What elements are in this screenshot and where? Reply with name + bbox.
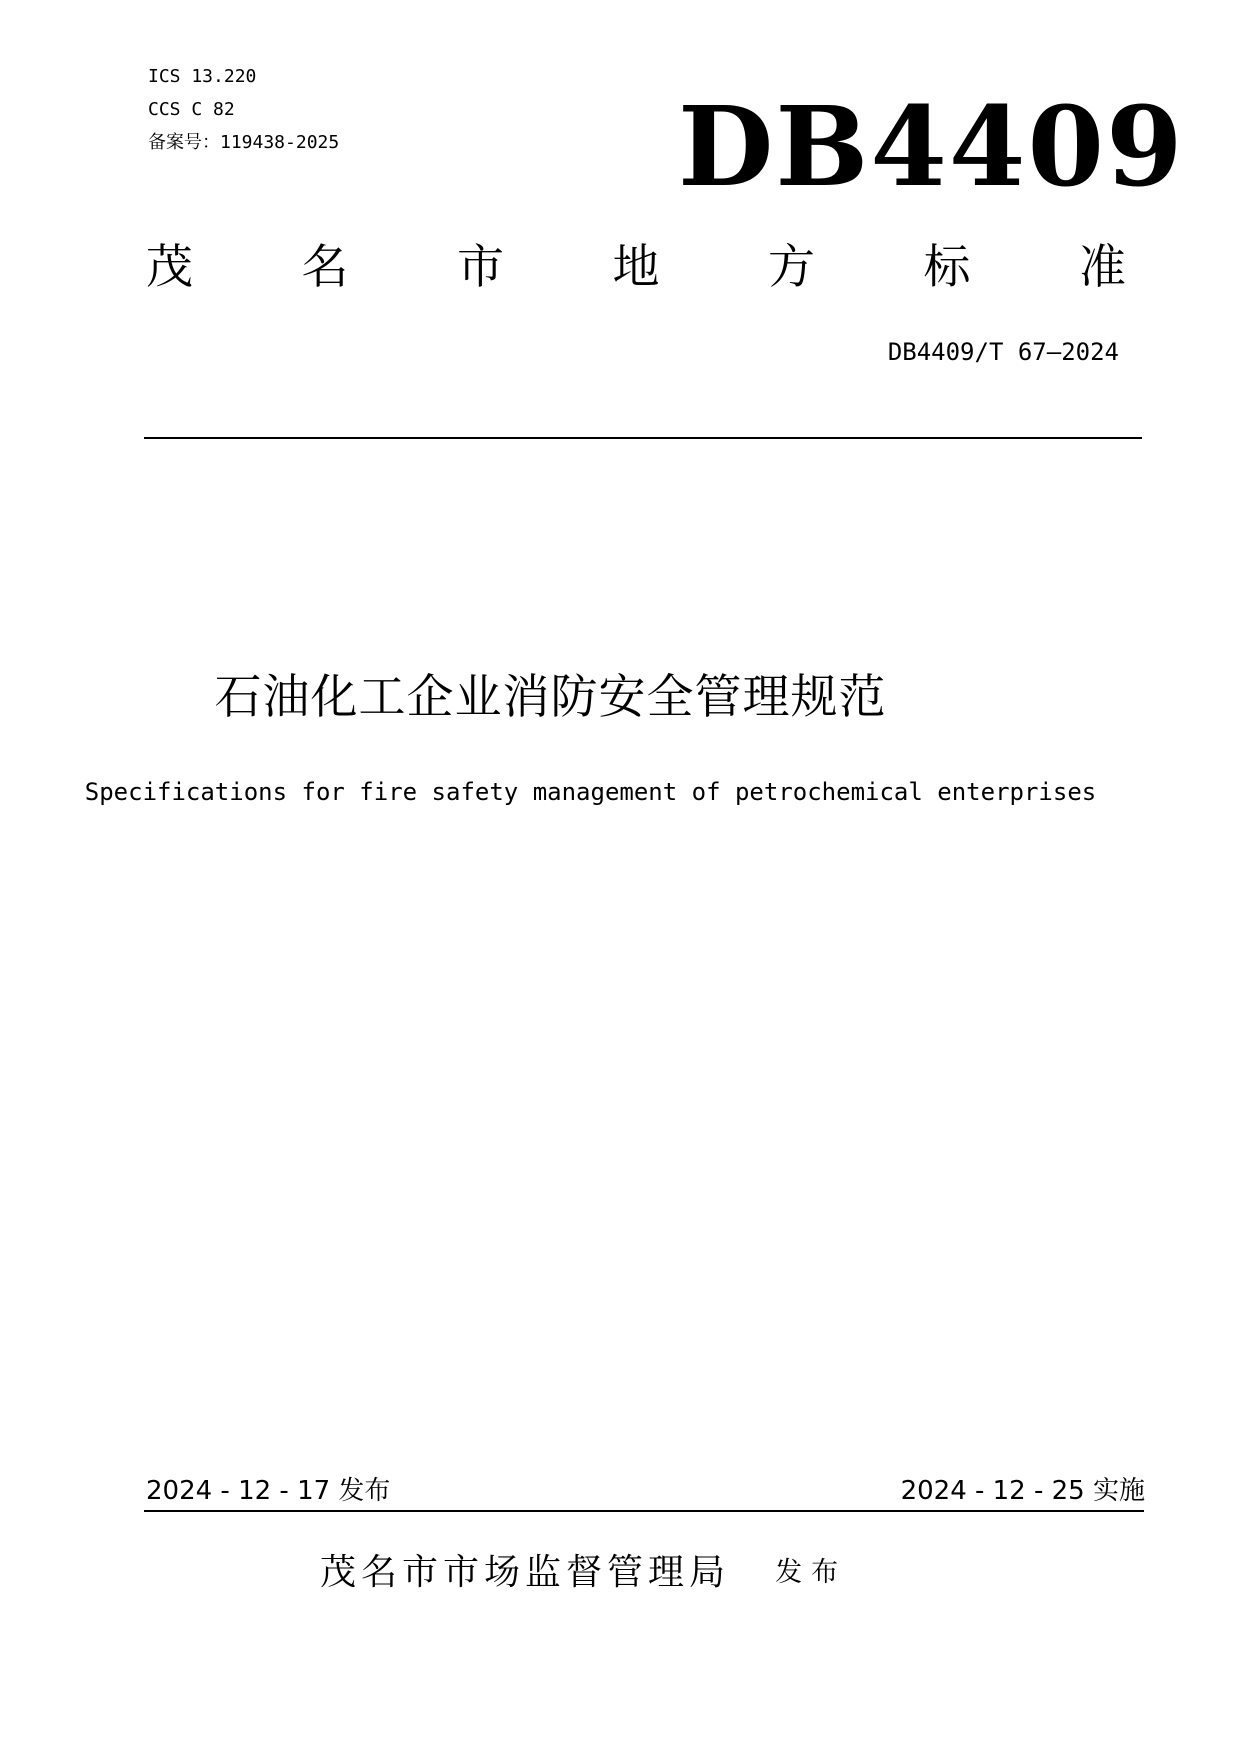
implementation-date: 2024 - 12 - 25 实施 [900,1476,1145,1506]
standard-type-char: 茂 [146,240,193,295]
standard-type-char: 准 [1079,240,1126,295]
issuer-line [320,1550,847,1596]
ccs-code: CCS C 82 [148,99,235,120]
english-title: Specifications for fire safety management of petrochemical enterprises [84,778,1097,806]
bottom-divider [144,1510,1144,1512]
standard-type-char: 名 [301,240,349,295]
standard-type-char: 方 [768,240,815,295]
document-metadata [148,60,339,159]
standard-number: DB4409/T 67—2024 [887,338,1119,366]
standard-type-char: 市 [457,240,504,295]
issue-date: 2024 - 12 - 17 发布 [146,1476,391,1506]
standard-type-heading [146,238,1126,298]
issue-word: 发布 [775,1557,848,1588]
db-code-title: DB4409 [678,82,1185,211]
issuing-authority: 茂名市市场监督管理局 [320,1552,731,1593]
top-divider [144,437,1142,439]
filing-number: 备案号：119438-2025 [148,132,340,153]
standard-type-char: 标 [923,240,971,295]
ics-code: ICS 13.220 [148,66,257,87]
chinese-title: 石油化工企业消防安全管理规范 [214,670,887,725]
standard-type-char: 地 [612,240,660,295]
